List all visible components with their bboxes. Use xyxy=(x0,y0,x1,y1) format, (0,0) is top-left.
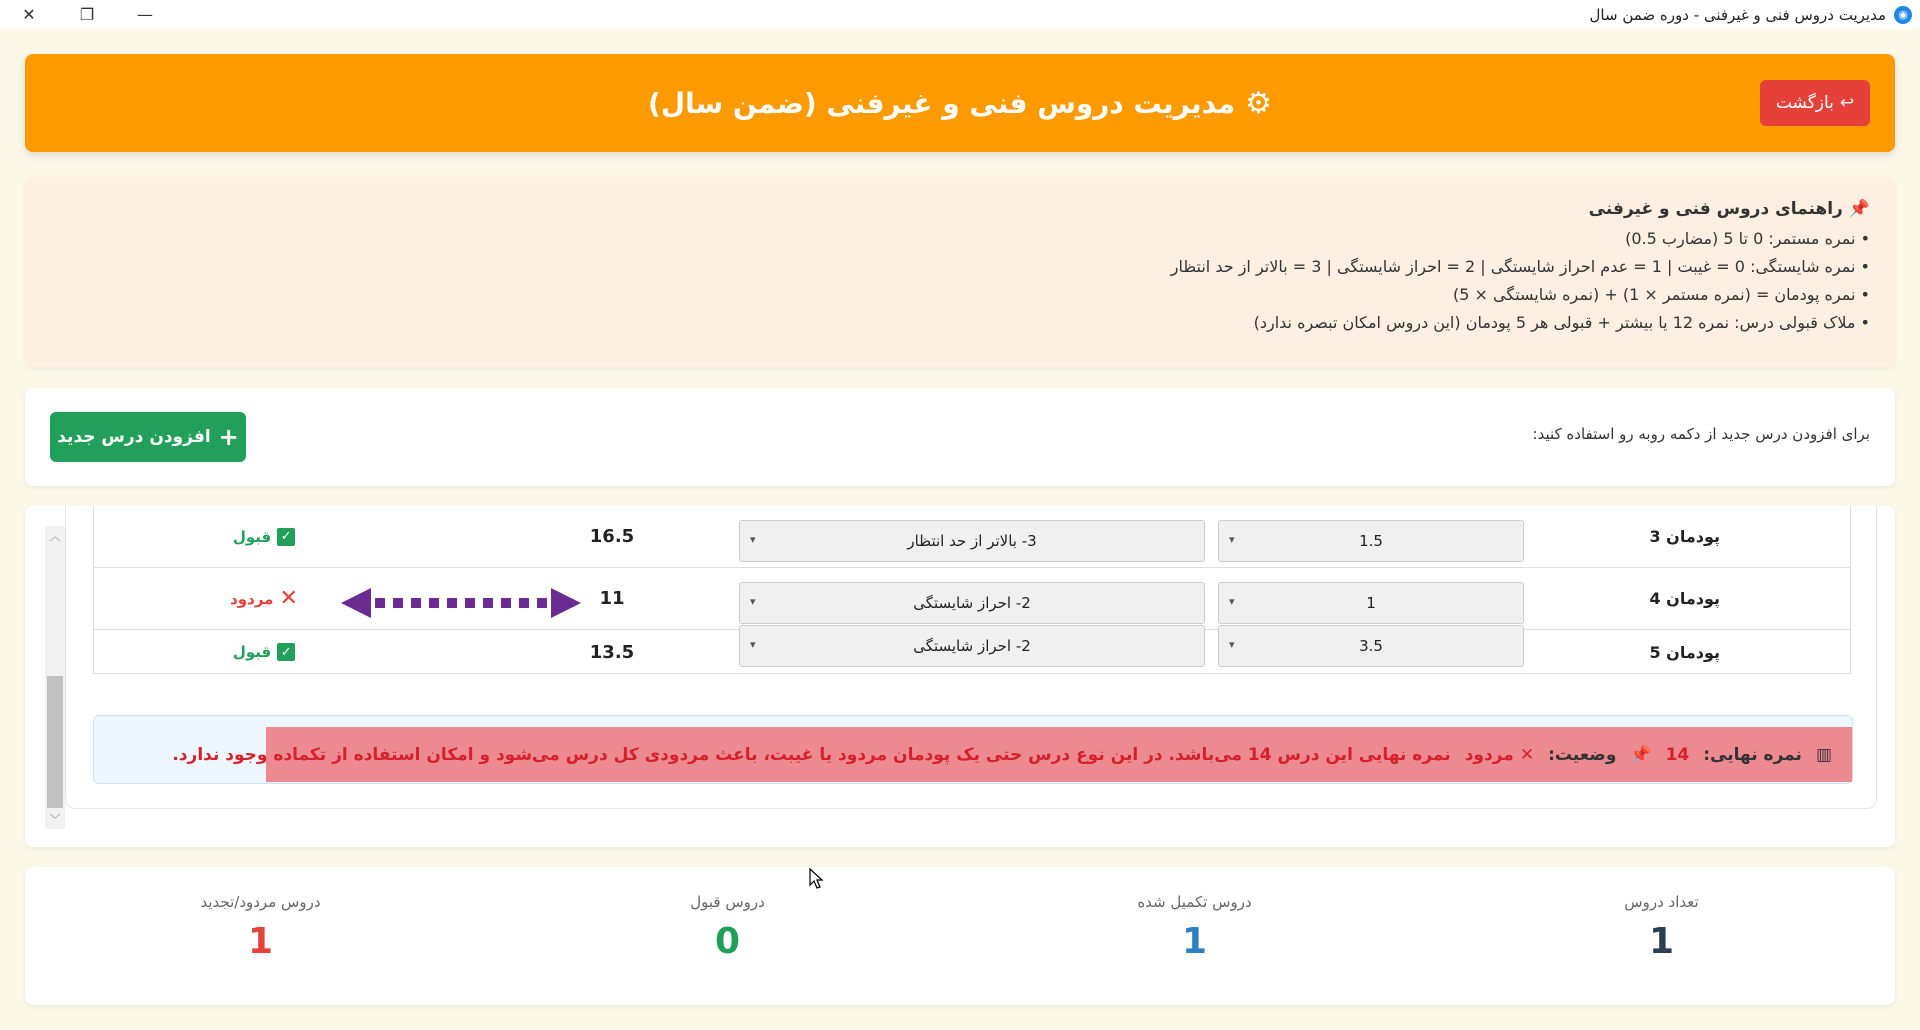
window-title: مدیریت دروس فنی و غیرفنی - دوره ضمن سال xyxy=(1589,5,1886,24)
module-status xyxy=(204,568,324,629)
scroll-down-icon[interactable]: ﹀ xyxy=(49,813,61,826)
competency-select[interactable] xyxy=(739,520,1205,562)
guide-line: • نمره پودمان = (نمره مستمر × 1) + (نمره شایستگی × 5) xyxy=(1453,285,1870,304)
guide-box xyxy=(25,177,1895,367)
page-title xyxy=(25,54,1895,152)
module-name: پودمان 5 xyxy=(1649,642,1720,662)
back-button-label: بازگشت xyxy=(1775,93,1834,113)
stat-value: 1 xyxy=(247,921,274,962)
continuous-score-select[interactable] xyxy=(1218,625,1524,667)
page-title-text: مدیریت دروس فنی و غیرفنی (ضمن سال) xyxy=(647,86,1236,120)
scroll-up-icon[interactable]: ︿ xyxy=(49,530,61,543)
stat-label: دروس مردود/تجدید xyxy=(200,893,321,911)
module-score: 13.5 xyxy=(589,641,635,663)
chevron-down-icon: ▾ xyxy=(750,595,756,608)
status-label: وضعیت: xyxy=(1548,744,1617,765)
course-panel xyxy=(25,506,1895,847)
competency-value: 2- احراز شایستگی xyxy=(913,594,1031,612)
continuous-score-value: 1.5 xyxy=(1359,532,1383,550)
competency-select[interactable] xyxy=(739,625,1205,667)
minimize-icon[interactable]: — xyxy=(137,5,153,24)
check-icon: ✓ xyxy=(277,643,295,661)
final-status xyxy=(1465,745,1534,765)
module-status-text: قبول xyxy=(232,527,272,546)
window-titlebar xyxy=(0,0,1920,29)
add-course-button-label: افزودن درس جدید xyxy=(57,427,211,447)
window-controls xyxy=(0,0,174,29)
final-score-label: نمره نهایی: xyxy=(1703,744,1802,765)
stat-label: دروس قبول xyxy=(690,893,765,911)
gear-icon: ⚙ xyxy=(1245,85,1273,121)
stat-label: تعداد دروس xyxy=(1624,893,1699,911)
chevron-down-icon: ▾ xyxy=(750,638,756,651)
stat-passed-courses xyxy=(494,867,961,1005)
mouse-cursor-icon xyxy=(809,868,825,890)
bar-chart-icon: ▥ xyxy=(1815,744,1832,765)
chevron-down-icon: ▾ xyxy=(750,533,756,546)
final-score-value: 14 xyxy=(1665,744,1690,765)
maximize-icon[interactable]: ❐ xyxy=(79,5,95,24)
stats-summary xyxy=(25,867,1895,1005)
continuous-score-select[interactable] xyxy=(1218,582,1524,624)
plus-icon: + xyxy=(218,423,239,451)
back-button[interactable] xyxy=(1760,80,1870,126)
continuous-score-select[interactable] xyxy=(1218,520,1524,562)
continuous-score-value: 3.5 xyxy=(1359,637,1383,655)
guide-title-text: راهنمای دروس فنی و غیرفنی xyxy=(1588,199,1843,219)
guide-line: • ملاک قبولی درس: نمره 12 یا بیشتر + قبولی هر 5 پودمان (این دروس امکان تبصره ندارد) xyxy=(1253,313,1870,332)
guide-line: • نمره مستمر: 0 تا 5 (مضارب 0.5) xyxy=(1625,229,1870,248)
module-status-text: قبول xyxy=(232,643,272,661)
module-score: 11 xyxy=(599,588,625,609)
chevron-down-icon: ▾ xyxy=(1229,533,1235,546)
competency-value: 3- بالاتر از حد انتظار xyxy=(907,532,1037,550)
close-icon[interactable]: ✕ xyxy=(22,5,36,24)
scrollbar-thumb[interactable] xyxy=(47,676,63,808)
add-course-hint: برای افزودن درس جدید از دکمه روبه رو استفاده کنید: xyxy=(1532,425,1870,443)
page-header xyxy=(25,54,1895,152)
module-status-text: مردود xyxy=(230,589,274,608)
stat-value: 0 xyxy=(714,921,741,962)
guide-title xyxy=(50,199,1870,219)
double-arrow-icon xyxy=(341,585,581,621)
final-result-message: نمره نهایی این درس 14 می‌باشد. در این نوع درس حتی یک پودمان مردود یا غیبت، باعث مردودی کل درس می‌شود و امکان استفاده از تکماده وجود ندارد. xyxy=(172,744,1451,765)
app-logo-icon: ◉ xyxy=(1894,6,1912,24)
final-status-text: مردود xyxy=(1464,744,1514,765)
return-arrow-icon: ↩ xyxy=(1839,93,1855,113)
module-name: پودمان 3 xyxy=(1649,527,1720,546)
competency-value: 2- احراز شایستگی xyxy=(913,637,1031,655)
pushpin-icon: 📌 xyxy=(1848,199,1870,219)
final-result-box xyxy=(93,715,1853,784)
stat-completed-courses xyxy=(961,867,1428,1005)
module-row xyxy=(94,506,1850,568)
check-icon: ✓ xyxy=(277,528,295,546)
guide-line: • نمره شایستگی: 0 = غیبت | 1 = عدم احراز شایستگی | 2 = احراز شایستگی | 3 = بالاتر از حد انتظار xyxy=(1170,257,1870,276)
final-result-bar xyxy=(172,727,1852,782)
continuous-score-value: 1 xyxy=(1366,594,1376,612)
module-name: پودمان 4 xyxy=(1649,589,1720,608)
stat-value: 1 xyxy=(1648,921,1675,962)
chevron-down-icon: ▾ xyxy=(1229,638,1235,651)
stat-value: 1 xyxy=(1181,921,1208,962)
window-title-area xyxy=(1590,6,1920,24)
stat-total-courses xyxy=(1428,867,1895,1005)
add-course-section xyxy=(25,388,1895,486)
stat-failed-courses xyxy=(27,867,494,1005)
stat-label: دروس تکمیل شده xyxy=(1137,893,1252,911)
module-status xyxy=(204,506,324,567)
vertical-scrollbar[interactable] xyxy=(45,526,65,829)
add-course-button[interactable] xyxy=(50,412,246,462)
chevron-down-icon: ▾ xyxy=(1229,595,1235,608)
module-score: 16.5 xyxy=(589,526,635,547)
course-card xyxy=(65,506,1877,809)
cross-icon: ✕ xyxy=(279,586,298,611)
module-row xyxy=(94,630,1850,674)
competency-select[interactable] xyxy=(739,582,1205,624)
cross-icon: ✕ xyxy=(1519,744,1535,765)
pushpin-icon: 📌 xyxy=(1630,744,1652,765)
module-status xyxy=(204,630,324,674)
